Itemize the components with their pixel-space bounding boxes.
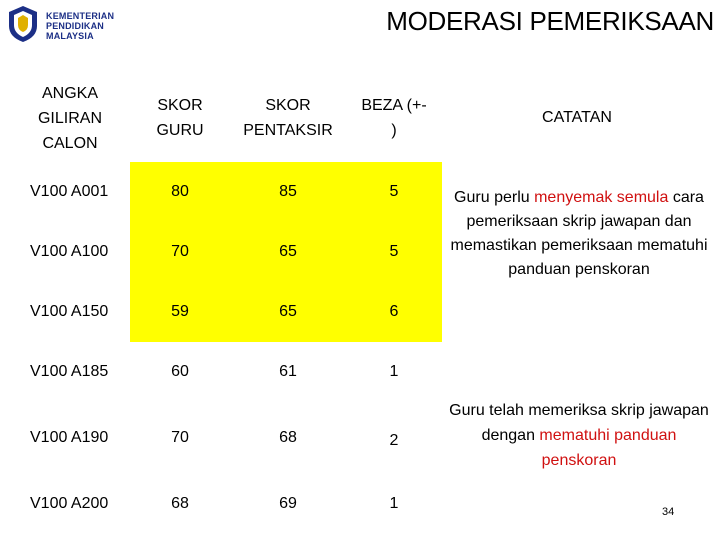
cell-beza: 1 (346, 474, 442, 534)
ministry-logo (6, 4, 136, 44)
header-beza: BEZA (+- ) (346, 74, 442, 162)
table-row (10, 222, 442, 282)
page-number: 34 (662, 506, 675, 518)
cell-calon: V100 A001 (10, 162, 130, 222)
cell-skor-pentaksir: 68 (230, 402, 346, 474)
cell-skor-pentaksir: 65 (230, 282, 346, 342)
table-row (10, 474, 442, 534)
table-row (10, 342, 442, 402)
cell-skor-guru: 68 (130, 474, 230, 534)
cell-skor-pentaksir: 85 (230, 162, 346, 222)
table-row (10, 282, 442, 342)
cell-skor-pentaksir: 65 (230, 222, 346, 282)
table-row (10, 162, 442, 222)
header-skor-pentaksir: SKOR PENTAKSIR (230, 74, 346, 162)
cell-calon: V100 A185 (10, 342, 130, 402)
cell-beza: 2 (346, 402, 442, 474)
cell-beza: 5 (346, 222, 442, 282)
ministry-name: KEMENTERIAN PENDIDIKAN MALAYSIA (46, 11, 115, 41)
cell-skor-pentaksir: 69 (230, 474, 346, 534)
cell-calon: V100 A200 (10, 474, 130, 534)
cell-calon: V100 A100 (10, 222, 130, 282)
table-header-row (10, 74, 442, 162)
cell-skor-guru: 70 (130, 222, 230, 282)
cell-skor-guru: 80 (130, 162, 230, 222)
note-revise: Guru perlu menyemak semula cara pemeriksaan skrip jawapan dan memastikan pemeriksaan mematuhi panduan penskoran (450, 189, 708, 278)
table-row (10, 402, 442, 474)
cell-skor-guru: 70 (130, 402, 230, 474)
slide-title: MODERASI PEMERIKSAAN (386, 6, 714, 36)
cell-beza: 6 (346, 282, 442, 342)
crest-icon (6, 4, 40, 44)
header-skor-guru: SKOR GURU (130, 74, 230, 162)
header-angka-giliran: ANGKA GILIRAN CALON (10, 74, 130, 162)
moderation-table (10, 74, 442, 534)
cell-skor-guru: 60 (130, 342, 230, 402)
cell-beza: 1 (346, 342, 442, 402)
cell-calon: V100 A150 (10, 282, 130, 342)
cell-calon: V100 A190 (10, 402, 130, 474)
cell-skor-guru: 59 (130, 282, 230, 342)
note-compliant: Guru telah memeriksa skrip jawapan dengan mematuhi panduan penskoran (449, 402, 709, 469)
cell-skor-pentaksir: 61 (230, 342, 346, 402)
cell-beza: 5 (346, 162, 442, 222)
header-catatan: CATATAN (542, 109, 612, 126)
